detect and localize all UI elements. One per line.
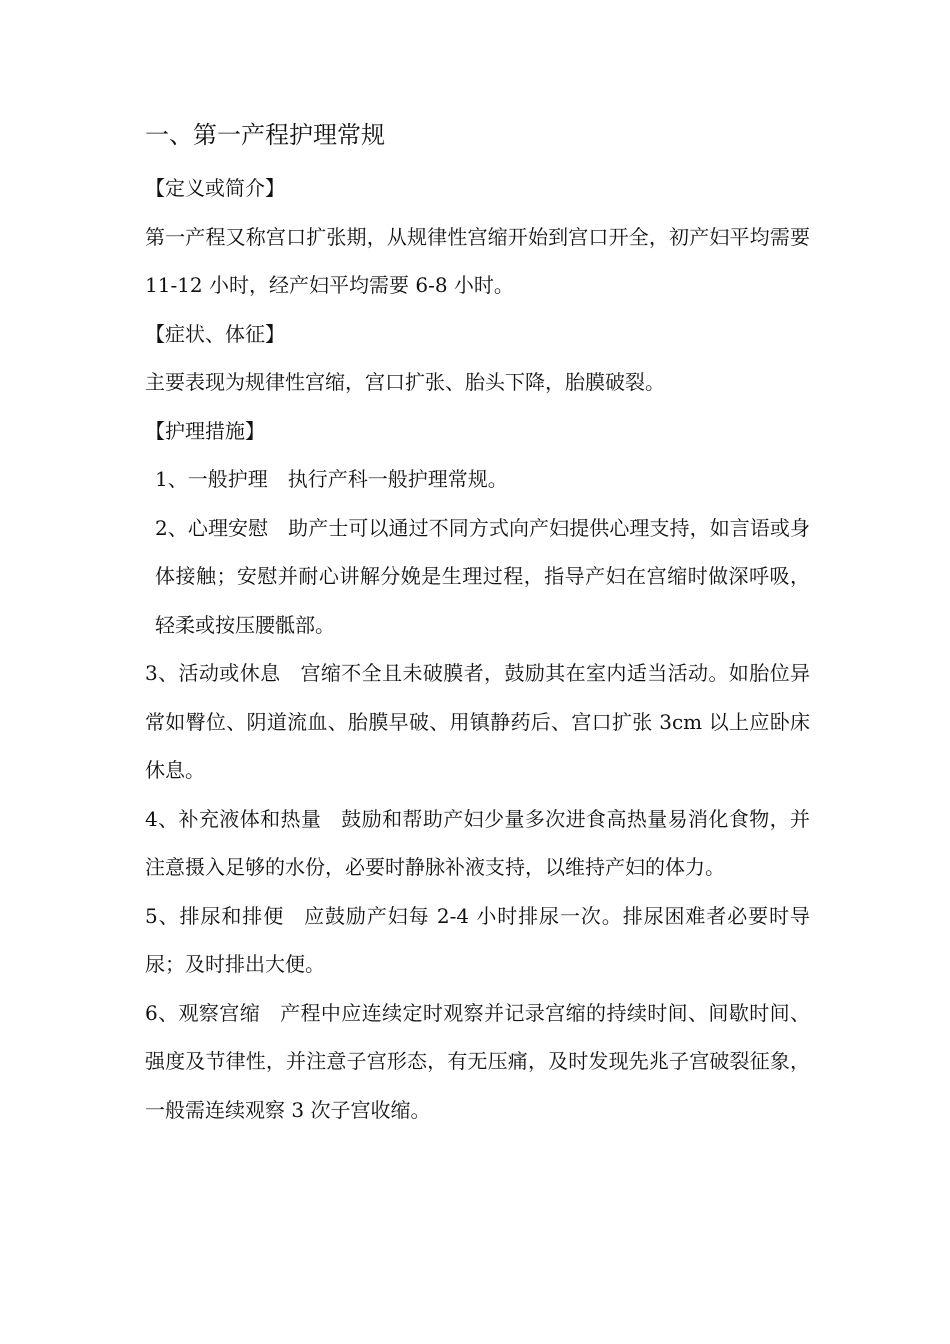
- definition-text: 第一产程又称宫口扩张期，从规律性宫缩开始到宫口开全，初产妇平均需要 11-12 小时，经产妇平均需要 6-8 小时。: [145, 224, 810, 297]
- nursing-item-label: 3、活动或休息: [145, 661, 281, 685]
- nursing-item-label: 4、补充液体和热量: [145, 806, 322, 831]
- nursing-item-text: 执行产科一般护理常规。: [287, 467, 508, 491]
- definition-heading: 【定义或简介】: [145, 176, 285, 200]
- nursing-item-label: 5、排尿和排便: [145, 903, 285, 928]
- document-title: 一、第一产程护理常规: [145, 121, 385, 149]
- document-content: [145, 112, 810, 1134]
- nursing-item-6: [145, 989, 810, 1135]
- nursing-item-text: 宫缩不全且未破膜者，鼓励其在室内适当活动。如胎位异常如臀位、阴道流血、胎膜早破、用镇静药后、宫口扩张 3cm 以上应卧床休息。: [145, 661, 810, 782]
- nursing-heading: 【护理措施】: [145, 418, 265, 443]
- nursing-item-text: 助产士可以通过不同方式向产妇提供心理支持，如言语或身体接触；安慰并耐心讲解分娩是生理过程，指导产妇在宫缩时做深呼吸，轻柔或按压腰骶部。: [155, 515, 810, 637]
- symptoms-heading: 【症状、体征】: [145, 321, 285, 346]
- nursing-item-5: [145, 892, 810, 989]
- nursing-item-1: [145, 455, 810, 504]
- nursing-item-text: 应鼓励产妇每 2-4 小时排尿一次。排尿困难者必要时导尿；及时排出大便。: [145, 903, 810, 976]
- nursing-item-text: 鼓励和帮助产妇少量多次进食高热量易消化食物，并注意摄入足够的水份，必要时静脉补液支持，以维持产妇的体力。: [145, 806, 811, 879]
- nursing-item-label: 6、观察宫缩: [145, 1000, 261, 1025]
- nursing-item-2: [145, 504, 810, 650]
- nursing-item-label: 2、心理安慰: [155, 515, 269, 540]
- nursing-item-label: 1、一般护理: [155, 467, 268, 491]
- nursing-item-3: [145, 649, 810, 795]
- nursing-item-text: 产程中应连续定时观察并记录宫缩的持续时间、间歇时间、强度及节律性，并注意子宫形态，有无压痛，及时发现先兆子宫破裂征象，一般需连续观察 3 次子宫收缩。: [145, 1000, 811, 1122]
- nursing-item-4: [145, 795, 810, 892]
- symptoms-text: 主要表现为规律性宫缩，宫口扩张、胎头下降，胎膜破裂。: [145, 370, 665, 394]
